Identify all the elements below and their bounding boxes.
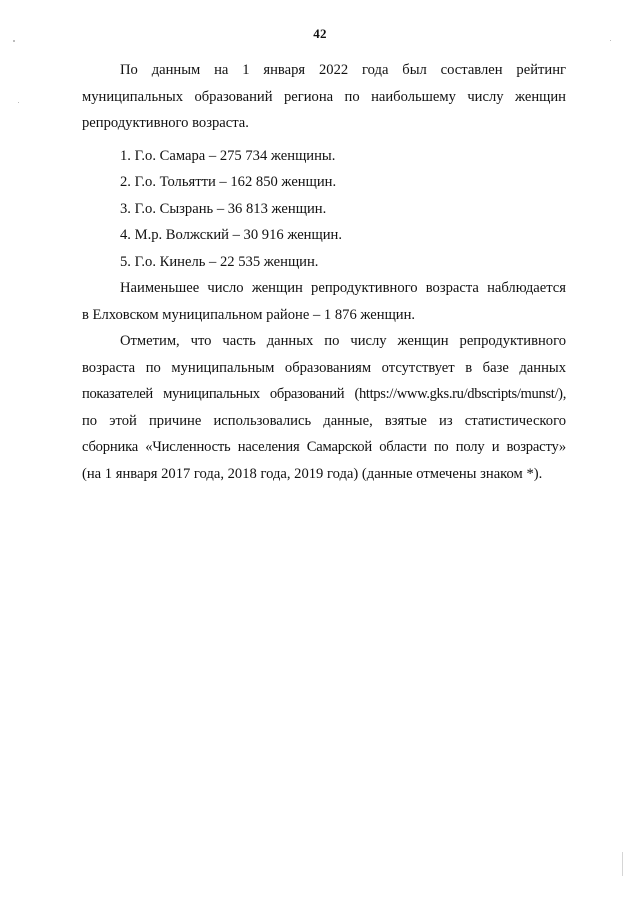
scan-mark-right-bottom xyxy=(622,852,623,876)
intro-line-1: По данным на 1 января 2022 года был составлен рейтинг xyxy=(120,62,566,78)
lowest-line-1: Наименьшее число женщин репродуктивного возраста наблюдается xyxy=(120,280,566,296)
intro-paragraph xyxy=(82,57,566,137)
note-line-3: показателей муниципальных образований (https://www.gks.ru/dbscripts/munst/), xyxy=(82,386,566,402)
ranking-item-4: 4. М.р. Волжский – 30 916 женщин. xyxy=(120,227,342,243)
note-paragraph xyxy=(82,328,566,487)
ranking-list xyxy=(82,143,566,276)
scan-mark-right xyxy=(610,40,611,41)
note-line-2: возраста по муниципальным образованиям отсутствует в базе данных xyxy=(82,359,566,376)
note-line-6: (на 1 января 2017 года, 2018 года, 2019 года) (данные отмечены знаком *). xyxy=(82,465,543,482)
lowest-line-2: в Елховском муниципальном районе – 1 876 женщин. xyxy=(82,306,416,323)
note-line-1: Отметим, что часть данных по числу женщин репродуктивного xyxy=(120,333,566,349)
scan-mark-left-top xyxy=(13,40,15,42)
page-content xyxy=(82,57,566,487)
note-line-5: сборника «Численность населения Самарской области по полу и возрасту» xyxy=(82,439,566,455)
ranking-item-1: 1. Г.о. Самара – 275 734 женщины. xyxy=(120,147,336,164)
page-number: 42 xyxy=(313,26,327,41)
scan-mark-left xyxy=(18,102,19,103)
note-line-4: по этой причине использовались данные, взятые из статистического xyxy=(82,412,566,429)
intro-line-3: репродуктивного возраста. xyxy=(82,115,249,131)
ranking-item-5: 5. Г.о. Кинель – 22 535 женщин. xyxy=(120,253,319,270)
lowest-paragraph xyxy=(82,275,566,328)
intro-line-2: муниципальных образований региона по наибольшему числу женщин xyxy=(82,88,566,105)
ranking-item-3: 3. Г.о. Сызрань – 36 813 женщин. xyxy=(120,200,327,217)
ranking-item-2: 2. Г.о. Тольятти – 162 850 женщин. xyxy=(120,174,337,190)
